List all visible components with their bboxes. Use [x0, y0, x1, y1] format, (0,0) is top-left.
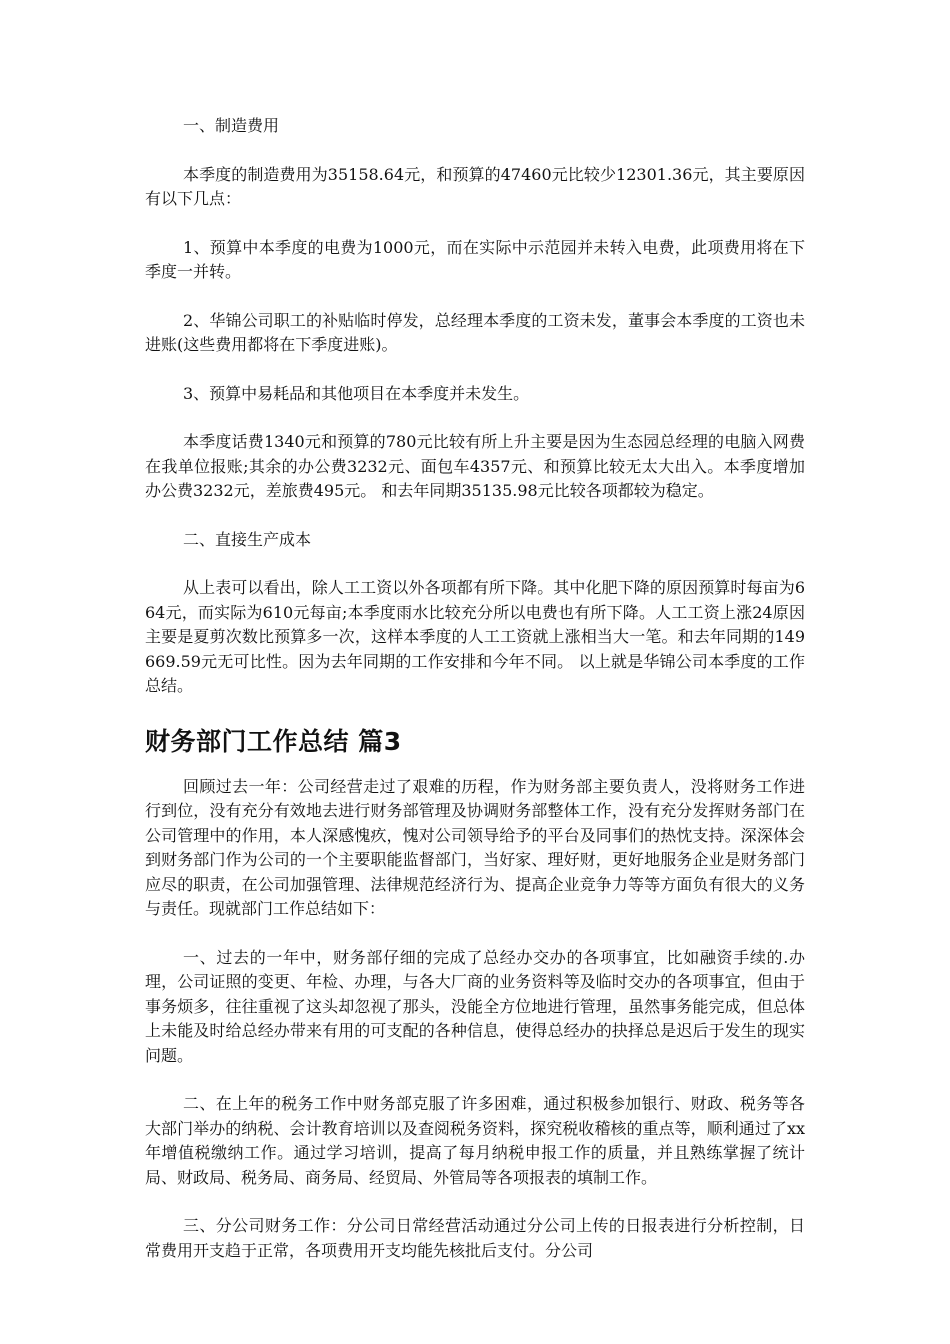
paragraph-phone-office-expenses: 本季度话费1340元和预算的780元比较有所上升主要是因为生态园总经理的电脑入网费在我单位报账;其余的办公费3232元、面包车4357元、和预算比较无太大出入。本季度增加办公费3232元，差旅费495元。 和去年同期35135.98元比较各项都较为稳定。	[145, 432, 805, 500]
paragraph-reason-2: 2、华锦公司职工的补贴临时停发，总经理本季度的工资未发，董事会本季度的工资也未进账(这些费用都将在下季度进账)。	[145, 310, 805, 354]
document-body	[145, 114, 805, 1263]
paragraph-point-1: 一、过去的一年中，财务部仔细的完成了总经办交办的各项事宜，比如融资手续的.办理，公司证照的变更、年检、办理，与各大厂商的业务资料等及临时交办的各项事宜，但由于事务烦多，往往重视了这头却忽视了那头，没能全方位地进行管理，虽然事务能完成，但总体上未能及时给总经办带来有用的可支配的各种信息，使得总经办的抉择总是迟后于发生的现实问题。	[145, 947, 805, 1065]
paragraph-point-2: 二、在上年的税务工作中财务部克服了许多困难，通过积极参加银行、财政、税务等各大部门举办的纳税、会计教育培训以及查阅税务资料，探究税收稽核的重点等，顺利通过了xx年增值税缴纳工作。通过学习培训，提高了每月纳税申报工作的质量，并且熟练掌握了统计局、财政局、税务局、商务局、经贸局、外管局等各项报表的填制工作。	[145, 1094, 805, 1187]
section-heading-direct-production-cost: 二、直接生产成本	[183, 529, 312, 549]
paragraph-direct-production-cost: 从上表可以看出，除人工工资以外各项都有所下降。其中化肥下降的原因预算时每亩为664元，而实际为610元每亩;本季度雨水比较充分所以电费也有所下降。人工工资上涨24原因主要是夏剪次数比预算多一次，这样本季度的人工工资就上涨相当大一笔。和去年同期的149669.59元无可比性。因为去年同期的工作安排和今年不同。 以上就是华锦公司本季度的工作总结。	[145, 578, 805, 695]
section-heading-manufacturing-cost: 一、制造费用	[183, 116, 280, 135]
paragraph-intro-review: 回顾过去一年：公司经营走过了艰难的历程，作为财务部主要负责人，没将财务工作进行到位，没有充分有效地去进行财务部管理及协调财务部整体工作，没有充分发挥财务部门在公司管理中的作用，本人深感愧疚，愧对公司领导给予的平台及同事们的热忱支持。深深体会到财务部门作为公司的一个主要职能监督部门，当好家、理好财，更好地服务企业是财务部门应尽的职责，在公司加强管理、法律规范经济行为、提高企业竞争力等等方面负有很大的义务与责任。现就部门工作总结如下：	[145, 776, 805, 918]
paragraph-reason-3: 3、预算中易耗品和其他项目在本季度并未发生。	[183, 383, 530, 403]
paragraph-manufacturing-cost-summary: 本季度的制造费用为35158.64元，和预算的47460元比较少12301.36元，其主要原因有以下几点：	[145, 164, 805, 208]
article-title: 财务部门工作总结 篇3	[145, 726, 402, 756]
paragraph-point-3: 三、分公司财务工作：分公司日常经营活动通过分公司上传的日报表进行分析控制，日常费用开支趋于正常，各项费用开支均能先核批后支付。分公司	[145, 1216, 805, 1260]
paragraph-reason-1: 1、预算中本季度的电费为1000元，而在实际中示范园并未转入电费，此项费用将在下季度一并转。	[145, 237, 805, 281]
